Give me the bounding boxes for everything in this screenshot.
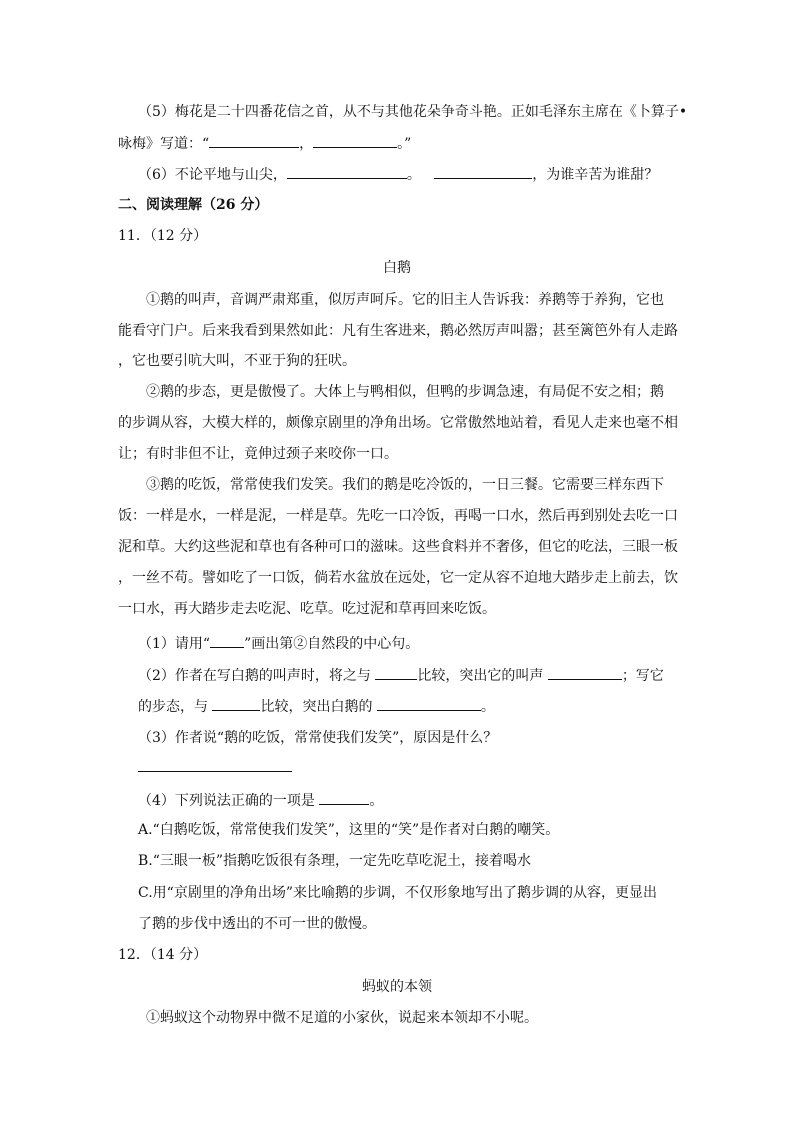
q5-line2 [118,133,411,154]
q11-p1-line3: ，它也要引吭大叫，不亚于狗的狂吠。 [118,353,356,369]
q11-sub3-answer-line[interactable] [138,771,292,772]
q11-header: 11．（12 分） [118,228,208,244]
q11-sub2-f: 。 [480,699,495,715]
q5-line2-start: 咏梅》写道：“ [118,136,210,152]
q5-end: 。” [397,136,412,152]
q11-sub2-e: 比较，突出白鹅的 [260,699,377,715]
q11-sub2-blank-3[interactable] [212,696,260,711]
q6-end: ，为谁辛苦为谁甜？ [532,167,659,183]
q11-sub2-a: （2）作者在写白鹅的叫声时，将之与 [138,668,376,684]
q11-p3-line1: ③鹅的吃饭，常常使我们发笑。我们的鹅是吃冷饭的，一日三餐。它需要三样东西下 [146,477,664,493]
q11-sub2-b: 比较，突出它的叫声 [417,668,548,684]
q11-sub2-line2 [138,696,495,717]
q6-start: （6）不论平地与山尖， [138,167,287,183]
q11-sub1-blank[interactable] [210,633,244,648]
q11-sub4 [138,790,383,811]
q11-p1-line2: 能看守门户。后来我看到果然如此：凡有生客进来，鹅必然厉声叫嚣；甚至篱笆外有人走路 [118,323,678,339]
q11-sub1-end: ”画出第②自然段的中心句。 [244,636,420,652]
q5-line1: （5）梅花是二十四番花信之首，从不与其他花朵争奇斗艳。正如毛泽东主席在《卜算子• [138,104,688,120]
q6-line [138,164,658,185]
section-heading: 二、阅读理解（26 分） [118,197,269,213]
q11-sub3: （3）作者说“鹅的吃饭，常常使我们发笑”，原因是什么？ [138,730,498,746]
q11-sub2-c: ；写它 [621,668,664,684]
q11-title: 白鹅 [383,260,411,276]
q5-sep: ， [299,136,314,152]
q12-header: 12．（14 分） [118,947,208,963]
q11-sub4-end: 。 [369,793,384,809]
q11-sub2-blank-2[interactable] [548,665,622,680]
q12-p1-line1: ①蚂蚁这个动物界中微不足道的小家伙，说起来本领却不小呢。 [146,1010,538,1026]
q11-sub2-blank-4[interactable] [377,696,481,711]
q11-sub2-d: 的步态，与 [138,699,213,715]
q11-p2-line3: 让；有时非但不让，竟伸过颈子来咬你一口。 [118,446,398,462]
q11-sub4-blank[interactable] [319,790,369,805]
q11-option-c-line2: 了鹅的步伐中透出的不可一世的傲慢。 [138,916,376,932]
q11-option-a: A.“白鹅吃饭，常常使我们发笑”，这里的“笑”是作者对白鹅的嘲笑。 [138,822,560,838]
q12-title: 蚂蚁的本领 [362,979,432,995]
q11-p3-line2: 饭：一样是水，一样是泥，一样是草。先吃一口冷饭，再喝一口水，然后再到别处去吃一口 [118,508,678,524]
q11-sub1-start: （1）请用“ [138,636,211,652]
q11-option-b: B.“三眼一板”指鹅吃饭很有条理，一定先吃草吃泥土，接着喝水 [138,853,532,869]
q11-sub2-line1 [138,665,664,686]
q6-mid: 。 [406,167,421,183]
q11-p2-line1: ②鹅的步态，更是傲慢了。大体上与鸭相似，但鸭的步调急速，有局促不安之相；鹅 [146,384,664,400]
q11-sub2-blank-1[interactable] [375,665,417,680]
q11-sub1 [138,633,419,654]
q11-p3-line4: ，一丝不苟。譬如吃了一口饭，倘若水盆放在远处，它一定从容不迫地大踏步走上前去，饮 [118,570,678,586]
q6-blank-2[interactable] [434,164,532,179]
q11-p1-line1: ①鹅的叫声，音调严肃郑重，似厉声呵斥。它的旧主人告诉我：养鹅等于养狗，它也 [146,292,664,308]
q5-blank-2[interactable] [313,133,397,148]
q11-p3-line3: 泥和草。大约这些泥和草也有各种可口的滋味。这些食料并不奢侈，但它的吃法，三眼一板 [118,539,678,555]
q11-p2-line2: 的步调从容，大模大样的，颇像京剧里的净角出场。它常傲然地站着，看见人走来也毫不相 [118,415,678,431]
q11-sub4-start: （4）下列说法正确的一项是 [138,793,320,809]
q6-blank-1[interactable] [287,164,407,179]
q11-p3-line5: 一口水，再大踏步走去吃泥、吃草。吃过泥和草再回来吃饭。 [118,601,496,617]
q11-option-c-line1: C.用“京剧里的净角出场”来比喻鹅的步调，不仅形象地写出了鹅步调的从容，更显出 [138,885,657,901]
q5-blank-1[interactable] [209,133,299,148]
